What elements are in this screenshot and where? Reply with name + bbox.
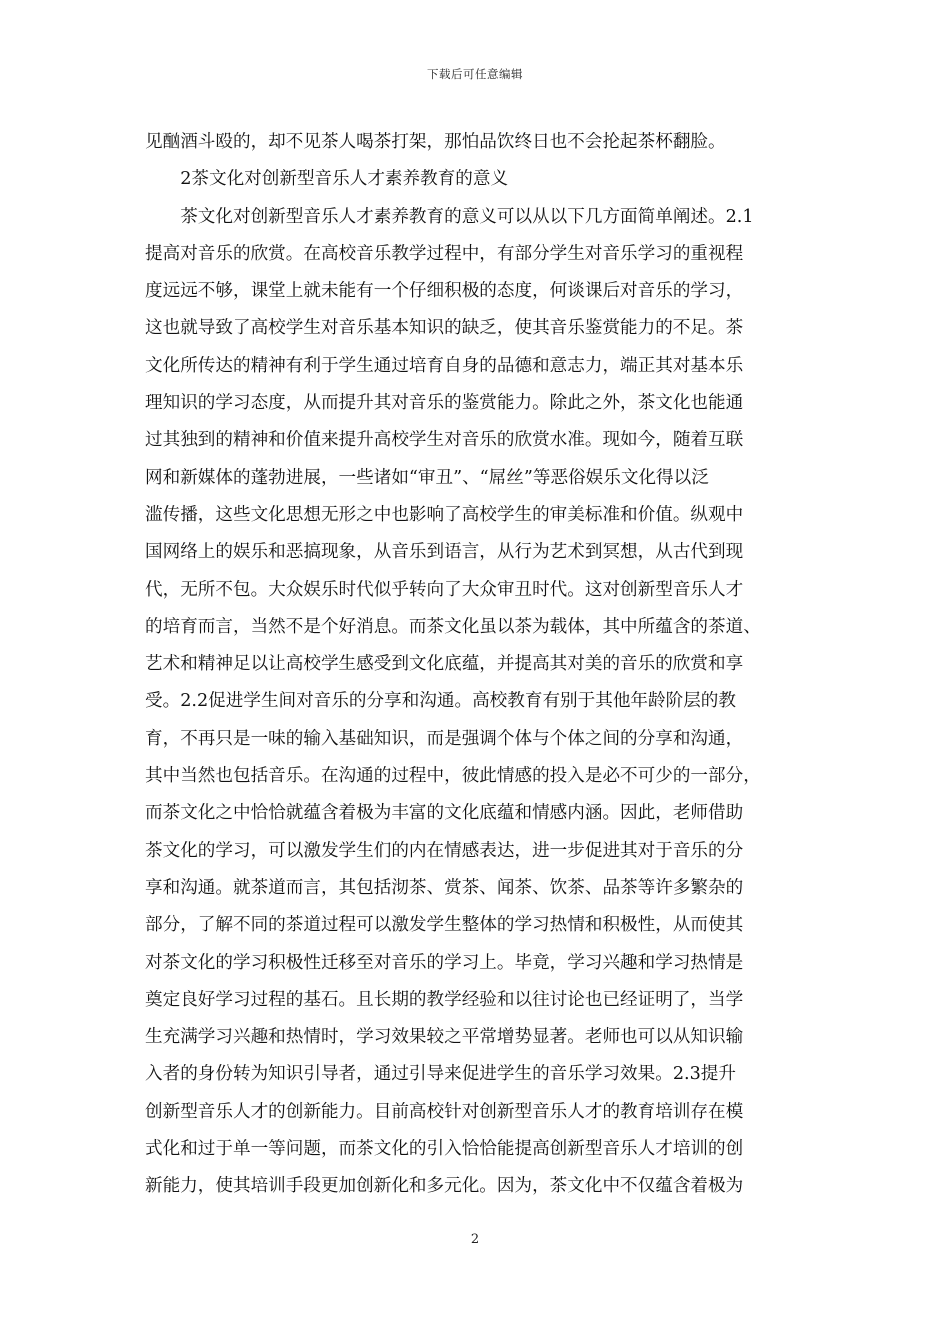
text-line: 对茶文化的学习积极性迁移至对音乐的学习上。毕竟，学习兴趣和学习热情是 [145,952,744,973]
text-line: 奠定良好学习过程的基石。且长期的教学经验和以往讨论也已经证明了，当学 [145,989,744,1010]
text-line: 部分，了解不同的茶道过程可以激发学生整体的学习热情和积极性，从而使其 [145,915,744,936]
text-line: 网和新媒体的蓬勃进展，一些诸如“审丑”、“屌丝”等恶俗娱乐文化得以泛 [145,467,709,488]
text-line: 文化所传达的精神有利于学生通过培育自身的品德和意志力，端正其对基本乐 [145,355,744,376]
page-header: 下载后可任意编辑 [427,67,523,81]
text-line: 享和沟通。就茶道而言，其包括沏茶、赏茶、闻茶、饮茶、品茶等许多繁杂的 [145,877,744,898]
text-line: 这也就导致了高校学生对音乐基本知识的缺乏，使其音乐鉴赏能力的不足。茶 [145,318,744,339]
text-line: 过其独到的精神和价值来提升高校学生对音乐的欣赏水准。现如今，随着互联 [145,430,744,451]
text-line: 国网络上的娱乐和恶搞现象，从音乐到语言，从行为艺术到冥想，从古代到现 [145,542,744,563]
text-line: 艺术和精神足以让高校学生感受到文化底蕴，并提高其对美的音乐的欣赏和享 [145,654,744,675]
body-text [145,124,805,1206]
text-line: 新能力，使其培训手段更加创新化和多元化。因为，茶文化中不仅蕴含着极为 [145,1176,744,1197]
text-line: 茶文化的学习，可以激发学生们的内在情感表达，进一步促进其对于音乐的分 [145,840,744,861]
text-line: 代，无所不包。大众娱乐时代似乎转向了大众审丑时代。这对创新型音乐人才 [145,579,744,600]
text-line: 理知识的学习态度，从而提升其对音乐的鉴赏能力。除此之外，茶文化也能通 [145,393,744,414]
text-line: 而茶文化之中恰恰就蕴含着极为丰富的文化底蕴和情感内涵。因此，老师借助 [145,803,744,824]
text-line: 式化和过于单一等问题，而茶文化的引入恰恰能提高创新型音乐人才培训的创 [145,1139,744,1160]
section-heading: 2茶文化对创新型音乐人才素养教育的意义 [145,169,509,190]
text-line: 入者的身份转为知识引导者，通过引导来促进学生的音乐学习效果。2.3提升 [145,1064,736,1085]
text-line: 滥传播，这些文化思想无形之中也影响了高校学生的审美标准和价值。纵观中 [145,504,744,525]
text-line: 提高对音乐的欣赏。在高校音乐教学过程中，有部分学生对音乐学习的重视程 [145,243,744,264]
text-line: 的培育而言，当然不是个好消息。而茶文化虽以茶为载体，其中所蕴含的茶道、 [145,616,761,637]
text-line: 生充满学习兴趣和热情时，学习效果较之平常增势显著。老师也可以从知识输 [145,1027,744,1048]
text-line: 创新型音乐人才的创新能力。目前高校针对创新型音乐人才的教育培训存在模 [145,1101,744,1122]
text-line: 育，不再只是一味的输入基础知识，而是强调个体与个体之间的分享和沟通， [145,728,744,749]
page-number: 2 [470,1232,480,1247]
text-line: 受。2.2促进学生间对音乐的分享和沟通。高校教育有别于其他年龄阶层的教 [145,691,736,712]
text-line: 度远远不够，课堂上就未能有一个仔细积极的态度，何谈课后对音乐的学习， [145,281,744,302]
text-line: 见酗酒斗殴的，却不见茶人喝茶打架，那怕品饮终日也不会抡起茶杯翻脸。 [145,132,726,152]
text-line: 茶文化对创新型音乐人才素养教育的意义可以从以下几方面简单阐述。2.1 [145,206,754,227]
text-line: 其中当然也包括音乐。在沟通的过程中，彼此情感的投入是必不可少的一部分， [145,766,761,787]
